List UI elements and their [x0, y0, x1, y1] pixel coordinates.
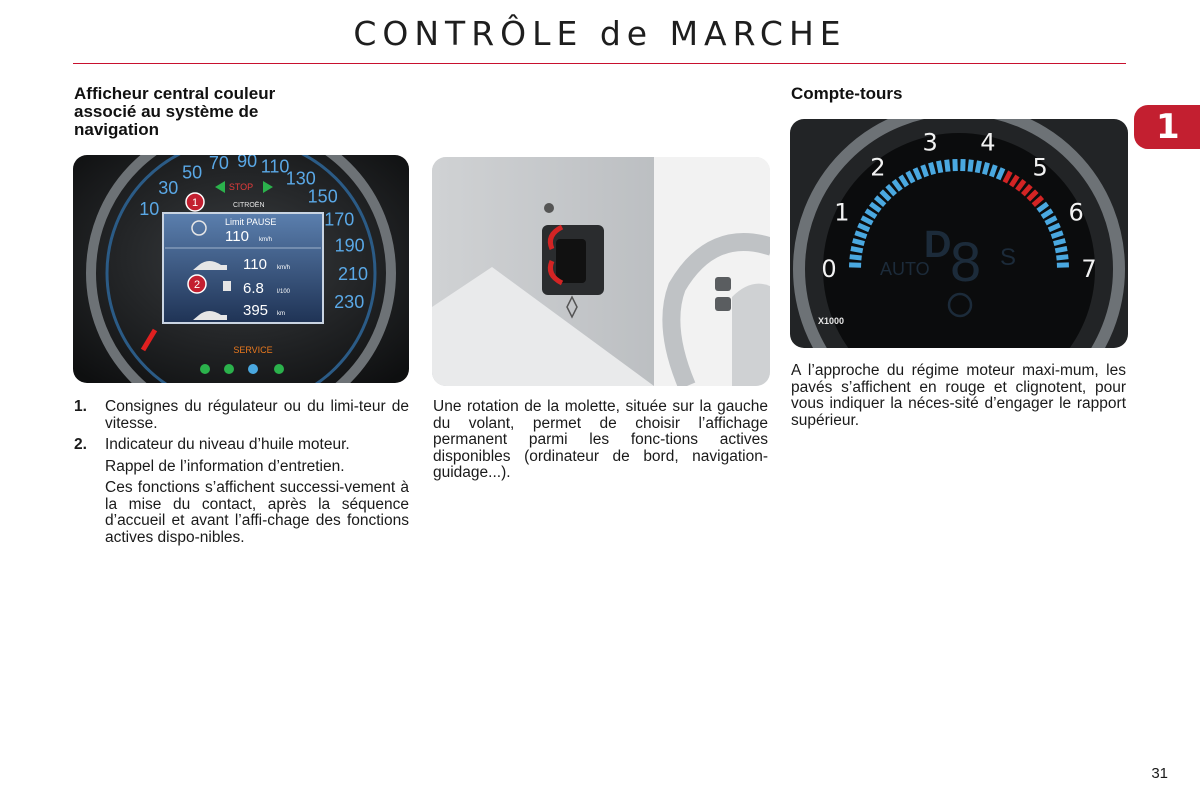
highbeam-indicator-icon	[248, 364, 258, 374]
left-heading	[74, 85, 394, 139]
left-heading-line: associé au système de	[74, 102, 259, 121]
left-list	[74, 399, 409, 546]
sport-label: S	[1000, 244, 1017, 271]
speed-tick-label: 170	[324, 209, 355, 230]
tachometer-image	[790, 119, 1128, 348]
right-text: A l’approche du régime moteur maxi-mum, les pavés s’affichent en rouge et clignotent, pour vous indiquer la néces-sité d’engager le rapport supérieur.	[791, 362, 1126, 429]
speed-tick-label: 90	[237, 155, 258, 172]
steering-wheel-image	[432, 157, 770, 386]
lowbeam-indicator-icon	[224, 364, 234, 374]
speed-tick-label: 70	[208, 155, 229, 174]
tacho-led-segment	[931, 163, 934, 175]
mode-label: AUTO	[880, 259, 930, 279]
instrument-cluster-svg	[73, 155, 409, 383]
right-heading: Compte-tours	[791, 84, 903, 103]
chapter-tab[interactable]: 1	[1134, 105, 1200, 149]
brand-label: CITROËN	[233, 202, 265, 209]
tacho-led-segment	[1055, 249, 1067, 251]
speed-tick-label: 150	[307, 186, 338, 207]
tacho-led-segment	[850, 257, 862, 258]
list-item	[74, 437, 409, 546]
speed-tick-label: 50	[182, 162, 203, 183]
item-text: Ces fonctions s’affichent successi-vement à la mise du contact, après la séquence d’accueil et avant l’affi-chage des fonctions actives dispo-nibles.	[105, 479, 409, 546]
speed-tick-label: 190	[334, 235, 365, 256]
tacho-led-segment	[853, 241, 865, 244]
tacho-led-segment	[984, 163, 987, 175]
instrument-cluster-image	[73, 155, 409, 383]
gear-digit: 8	[950, 230, 982, 293]
speed-tick-label: 230	[334, 292, 365, 312]
page-number: 31	[1151, 765, 1168, 782]
row3-value: 395	[243, 302, 269, 319]
service-label: SERVICE	[233, 345, 273, 355]
callout-2: 2	[193, 279, 201, 291]
limit-value: 110	[225, 228, 249, 245]
row2-unit: l/100	[277, 289, 291, 295]
title-rule	[73, 63, 1126, 64]
tacho-tick-label: 5	[1032, 153, 1048, 182]
item-number: 1.	[74, 398, 87, 415]
item-text: Rappel de l’information d’entretien.	[105, 457, 345, 475]
item-number: 2.	[74, 436, 87, 453]
tacho-led-segment	[1056, 257, 1068, 258]
row1-unit: km/h	[277, 265, 291, 271]
multiplier-label: X1000	[818, 316, 845, 326]
tacho-led-segment	[851, 249, 863, 251]
fuel-icon	[223, 281, 231, 291]
stop-label: STOP	[228, 182, 254, 192]
tacho-tick-label: 7	[1081, 255, 1097, 283]
callout-1: 1	[191, 197, 199, 209]
brightness-icon	[544, 203, 554, 213]
item-text: Consignes du régulateur ou du limi-teur de vitesse.	[105, 398, 409, 432]
gear-label: D	[924, 224, 952, 266]
tacho-led-segment	[947, 160, 948, 172]
wheel-button-icon	[715, 297, 731, 311]
tacho-led-segment	[970, 160, 971, 172]
wheel-button-icon	[715, 277, 731, 291]
speed-tick-label: 10	[139, 198, 160, 219]
list-item	[74, 399, 409, 432]
tacho-tick-label: 0	[821, 255, 837, 283]
fog-indicator-icon	[274, 364, 284, 374]
limit-title: Limit PAUSE	[225, 217, 277, 227]
tacho-tick-label: 3	[922, 128, 938, 157]
tacho-tick-label: 2	[870, 153, 886, 182]
light-indicator-icon	[200, 364, 210, 374]
speed-tick-label: 130	[285, 168, 316, 189]
tacho-led-segment	[939, 161, 941, 173]
row2-value: 6.8	[243, 280, 264, 297]
tachometer-svg	[790, 119, 1128, 348]
item-text: Indicateur du niveau d’huile moteur.	[105, 436, 350, 453]
middle-text: Une rotation de la molette, située sur la gauche du volant, permet de choisir l’affichage permanent parmi les fonc-tions actives disponibles (ordinateur de bord, navigation-guidage...).	[433, 398, 768, 481]
steering-wheel-svg	[432, 157, 770, 386]
left-heading-line: navigation	[74, 120, 160, 139]
limit-unit: km/h	[259, 237, 273, 243]
speed-tick-label: 110	[260, 156, 290, 177]
tacho-tick-label: 1	[834, 198, 850, 227]
page-title: CONTRÔLE de MARCHE	[353, 14, 847, 53]
tacho-tick-label: 6	[1068, 198, 1084, 227]
row1-value: 110	[243, 256, 267, 273]
speed-tick-label: 210	[337, 263, 369, 284]
speed-tick-label: 30	[158, 177, 179, 198]
left-heading-line: Afficheur central couleur	[74, 84, 276, 103]
tacho-tick-label: 4	[980, 128, 996, 157]
tacho-led-segment	[977, 161, 979, 173]
tacho-led-segment	[1054, 241, 1066, 244]
row3-unit: km	[277, 311, 285, 317]
